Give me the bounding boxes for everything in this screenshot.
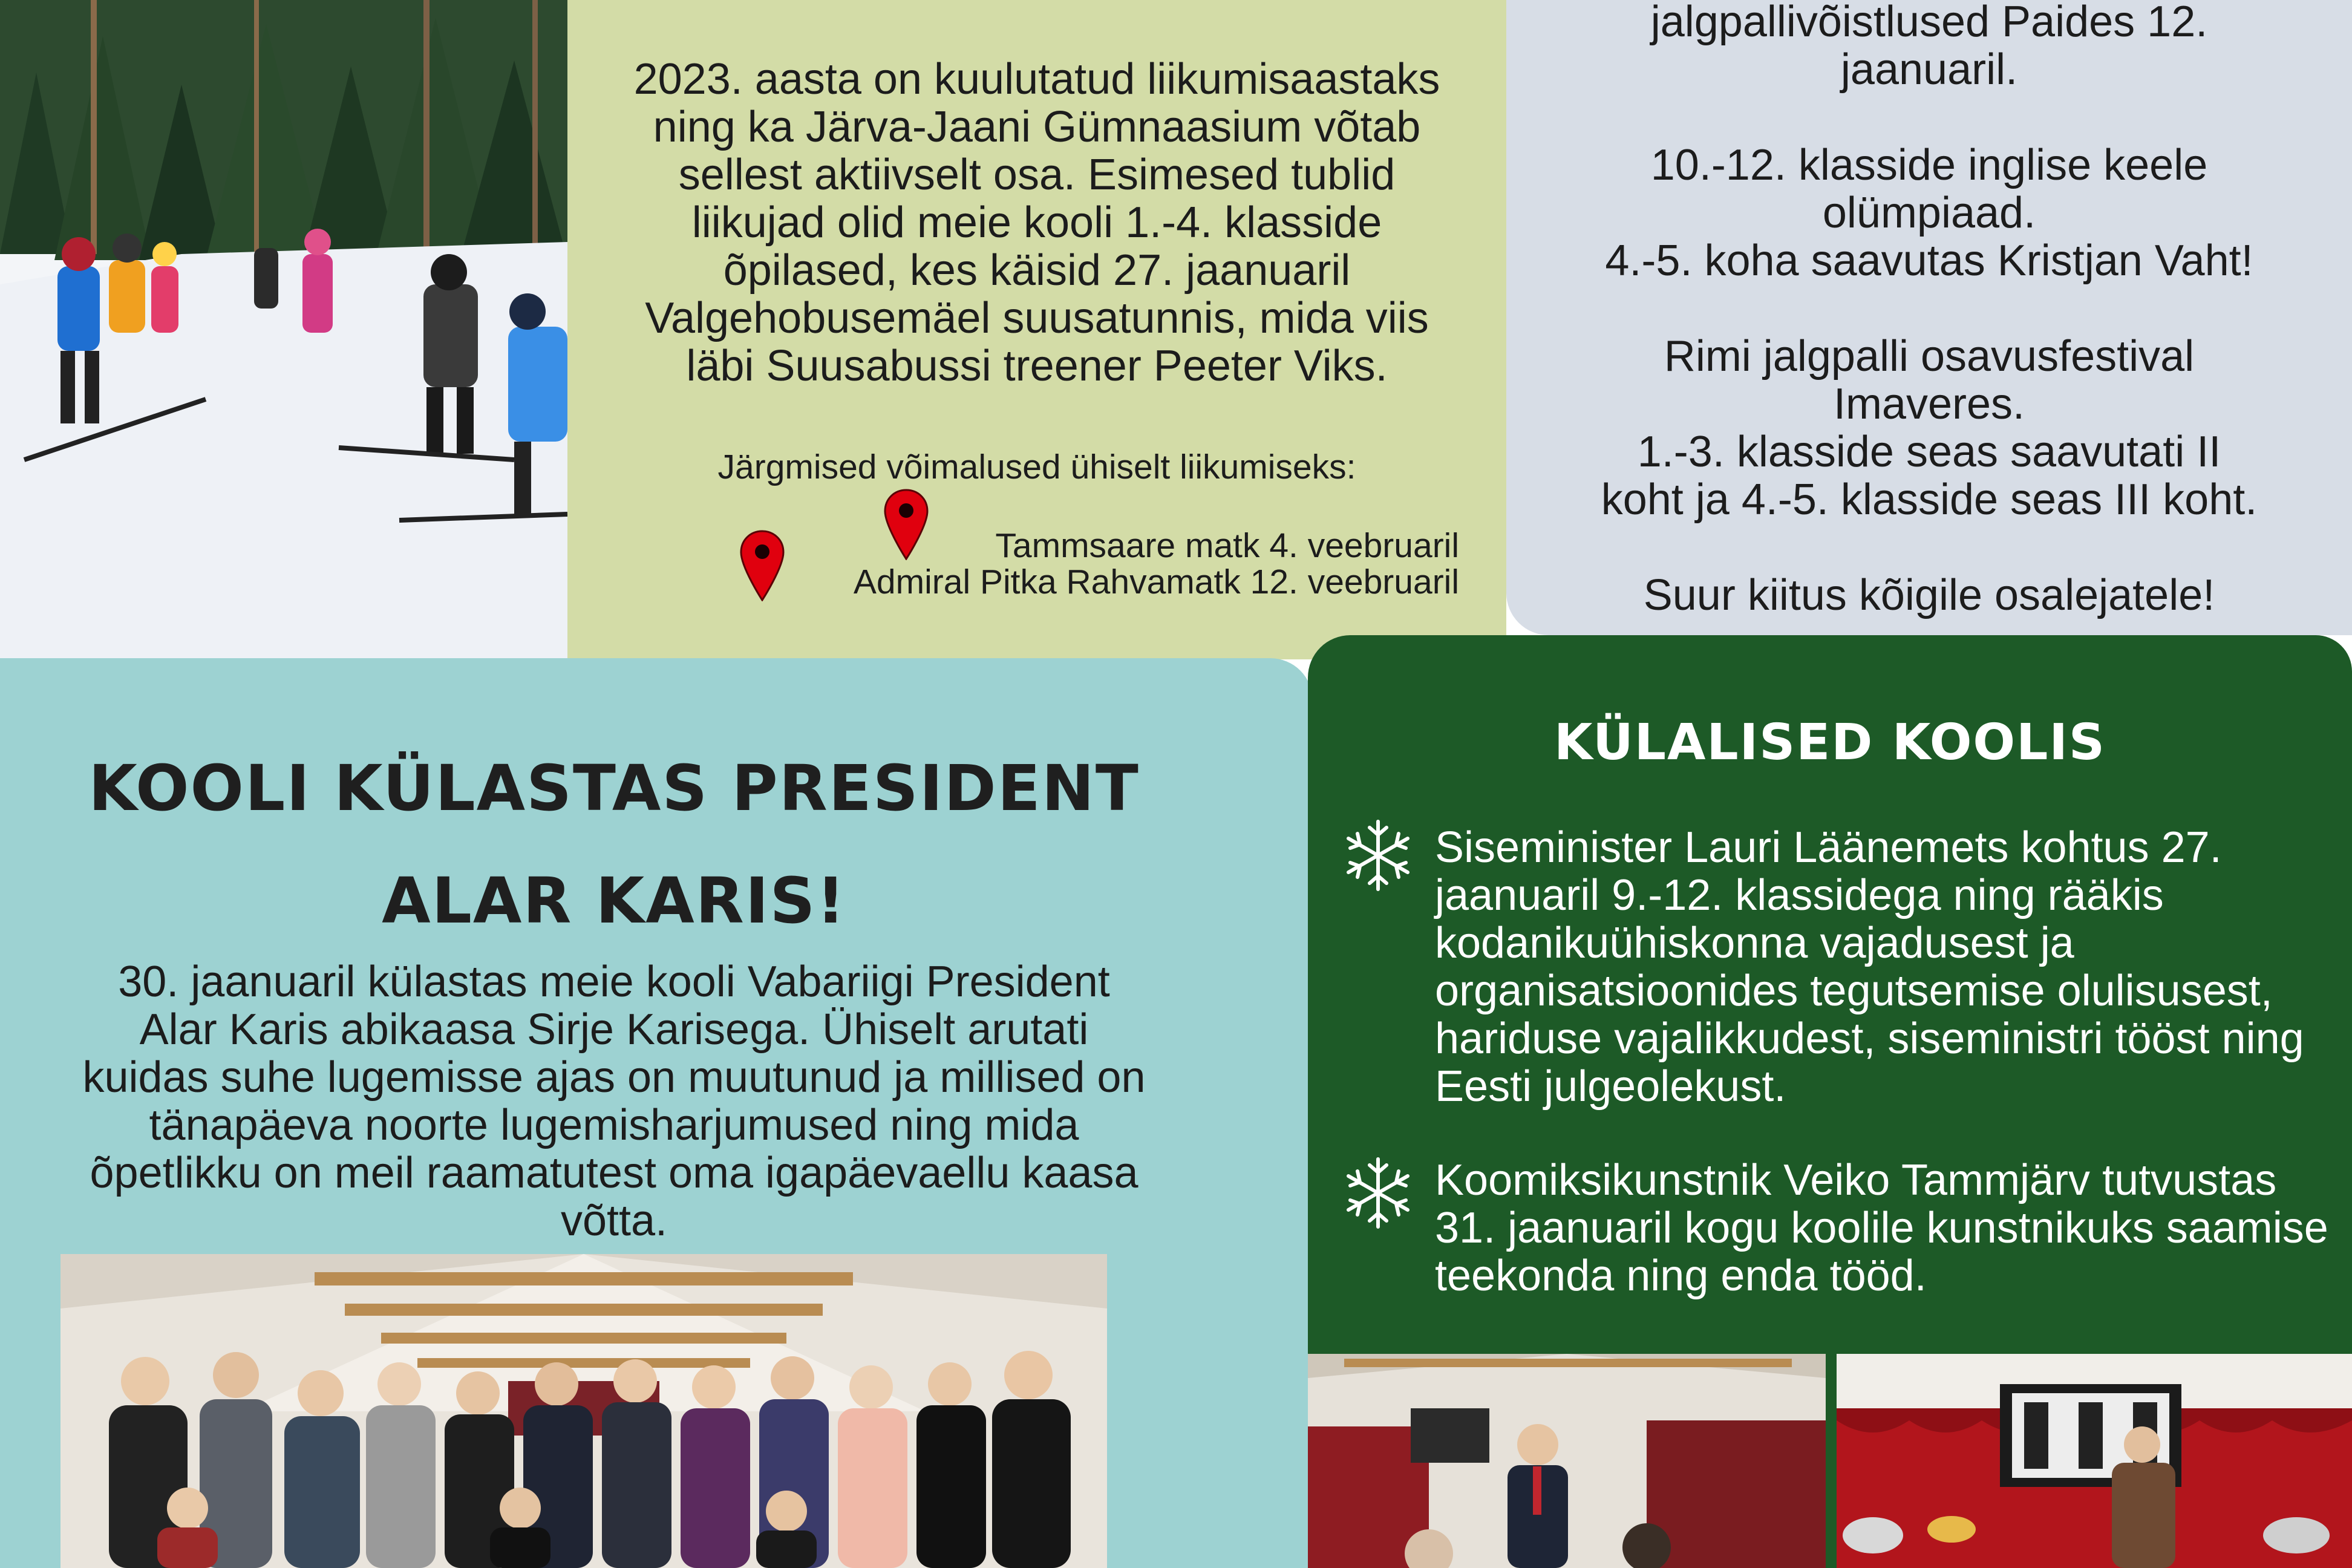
guest-minister-text: Siseminister Lauri Läänemets kohtus 27. jaanuaril 9.-12. klassidega ning rääkis kodanikuühiskonna vajadusest ja organisatsioonides tegutsemise olulisusest, hariduse vajalikkudest, siseministri tööst ning Eesti julgeolekust. (1435, 823, 2304, 1111)
map-pin-icon (739, 530, 785, 601)
competition-results-panel (1506, 0, 2352, 635)
ski-lesson-illustration (0, 0, 567, 659)
next-opportunities-heading: Järgmised võimalused ühiselt liikumiseks: (717, 448, 1356, 486)
competition-results-text (1506, 0, 2352, 619)
results-line: 1.-3. klasside seas saavutati II (1637, 428, 2221, 476)
snowflake-icon (1339, 1154, 1417, 1232)
results-line: Suur kiitus kõigile osalejatele! (1643, 571, 2215, 619)
minister-visit-photo (1308, 1354, 1826, 1568)
president-group-photo (60, 1254, 1107, 1568)
movement-year-text: 2023. aasta on kuulutatud liikumisaastaks ning ka Järva-Jaani Gümnaasium võtab sellest aktiivselt osa. Esimesed tublid liikujad olid meie kooli 1.-4. klasside õpilased, kes käisid 27. jaanuaril Valgehobusemäel suusatunnis, mida viis läbi Suusabussi treener Peeter Viks. (633, 55, 1440, 390)
group-photo-illustration (60, 1254, 1107, 1568)
results-line: olümpiaad. (1822, 189, 2036, 237)
president-visit-panel (0, 658, 1313, 1568)
results-line: 4.-5. koha saavutas Kristjan Vaht! (1605, 237, 2253, 285)
results-line: Imaveres. (1833, 380, 2025, 428)
event-tammsaare-hike: Tammsaare matk 4. veebruaril (995, 526, 1459, 565)
ski-lesson-photo (0, 0, 567, 659)
school-guests-panel (1308, 635, 2352, 1568)
president-visit-heading (0, 732, 1228, 957)
movement-year-panel (567, 0, 1506, 659)
president-title-line2: ALAR KARIS! (382, 864, 846, 938)
results-line: Rimi jalgpalli osavusfestival (1664, 332, 2195, 381)
minister-photo-illustration (1308, 1354, 1826, 1568)
cartoonist-photo-illustration (1837, 1354, 2352, 1568)
results-line: koht ja 4.-5. klasside seas III koht. (1601, 475, 2258, 524)
results-line: jalgpallivõistlused Paides 12. (1650, 0, 2208, 46)
results-line: 10.-12. klasside inglise keele (1650, 141, 2208, 189)
map-pin-icon (883, 489, 929, 560)
guest-cartoonist-text: Koomiksikunstnik Veiko Tammjärv tutvustas 31. jaanuaril kogu koolile kunstnikuks saamise teekonda ning enda tööd. (1435, 1156, 2328, 1300)
president-visit-text: 30. jaanuaril külastas meie kooli Vabariigi President Alar Karis abikaasa Sirje Karisega. Ühiselt arutati kuidas suhe lugemisse ajas on muutunud ja millised on tänapäeva noorte lugemisharjumused ning mida õpetlikku on meil raamatutest oma igapäevaellu kaasa võtta. (82, 958, 1146, 1245)
cartoonist-visit-photo (1837, 1354, 2352, 1568)
snowflake-icon (1339, 817, 1417, 894)
president-title-line1: KOOLI KÜLASTAS PRESIDENT (88, 751, 1140, 825)
event-pitka-hike: Admiral Pitka Rahvamatk 12. veebruaril (853, 563, 1459, 601)
school-guests-heading: KÜLALISED KOOLIS (1554, 714, 2106, 771)
results-line: jaanuaril. (1840, 45, 2018, 94)
